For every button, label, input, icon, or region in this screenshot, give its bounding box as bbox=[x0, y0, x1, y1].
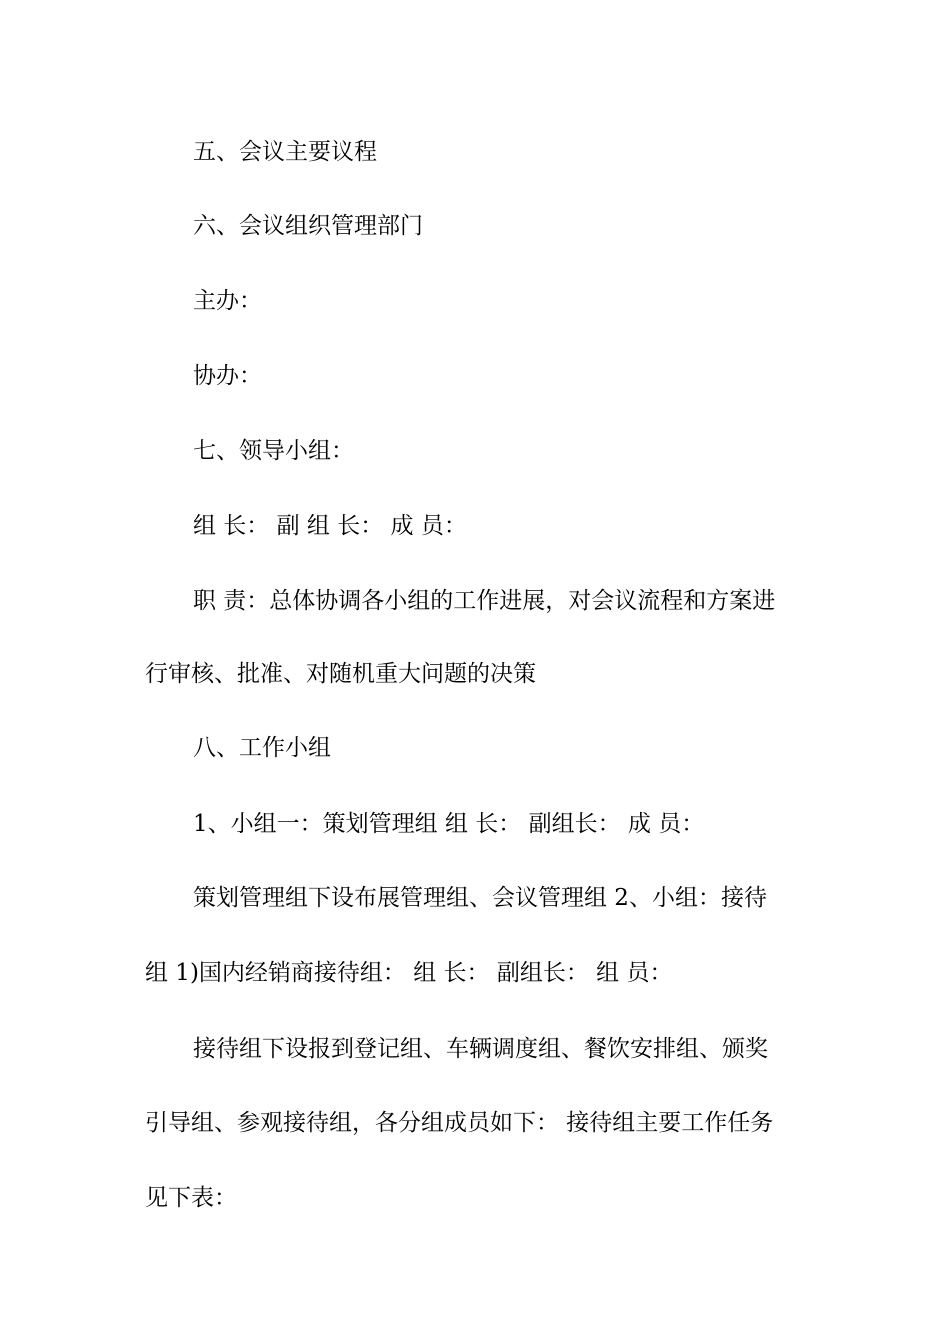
heading-6-organizers: 六、会议组织管理部门 bbox=[193, 213, 423, 239]
heading-7-leadership-group: 七、领导小组： bbox=[193, 438, 354, 464]
duties-paragraph-line-1: 职 责：总体协调各小组的工作进展，对会议流程和方案进 bbox=[193, 588, 776, 614]
group-1-line: 1、小组一：策划管理组 组 长： 副组长： 成 员： bbox=[193, 811, 705, 837]
planning-paragraph-line-1: 策划管理组下设布展管理组、会议管理组 2、小组：接待 bbox=[193, 885, 767, 911]
heading-8-work-groups: 八、工作小组 bbox=[193, 735, 331, 761]
reception-paragraph-line-1: 接待组下设报到登记组、车辆调度组、餐饮安排组、颁奖 bbox=[193, 1036, 768, 1062]
leadership-members-line: 组 长： 副 组 长： 成 员： bbox=[193, 513, 467, 539]
host-line: 主办： bbox=[193, 288, 262, 314]
planning-paragraph-line-2: 组 1)国内经销商接待组： 组 长： 副组长： 组 员： bbox=[145, 960, 673, 986]
heading-5-agenda: 五、会议主要议程 bbox=[193, 139, 377, 165]
reception-paragraph-line-2: 引导组、参观接待组，各分组成员如下： 接待组主要工作任务 bbox=[145, 1110, 774, 1136]
reception-paragraph-line-3: 见下表： bbox=[145, 1185, 237, 1211]
co-host-line: 协办： bbox=[193, 363, 262, 389]
duties-paragraph-line-2: 行审核、批准、对随机重大问题的决策 bbox=[145, 661, 536, 687]
